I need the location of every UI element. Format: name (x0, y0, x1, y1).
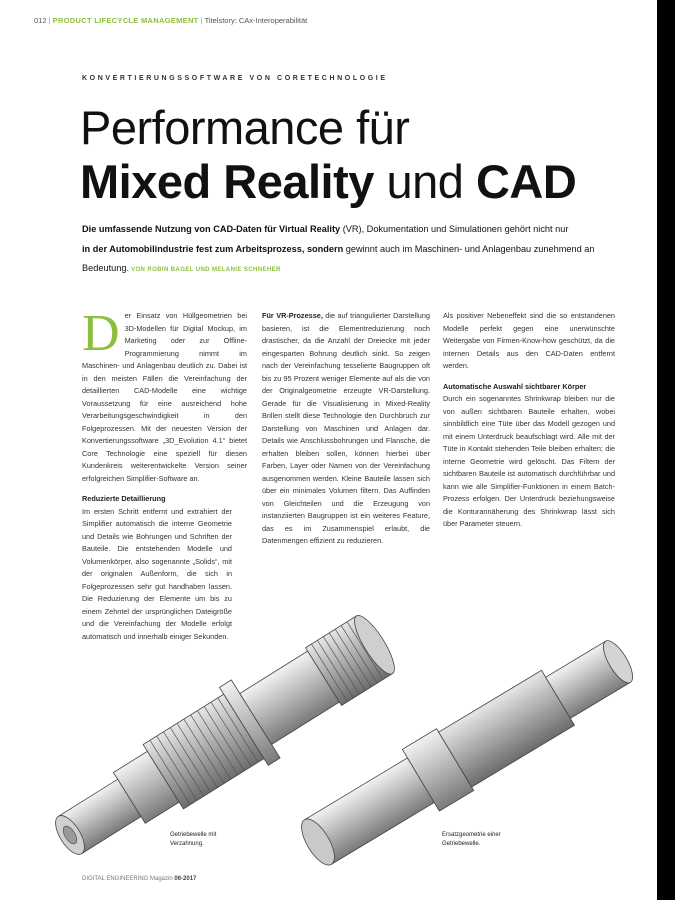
col2-text: die auf triangulierter Darstellung basieren, ist die Elementreduzierung noch drastischer, da die Anzahl der Dreiecke mit jeder eingesparten Bohrung deutlich sinkt. So zeigen nach der Vereinfachung tesselierte Baugruppen oft bis zu 95 Prozent weniger Elemente auf als die von der Originalgeometrie erzeugte VR-Darstellung. Gerade für die Visualisierung in Mixed-Reality Brillen stellt diese Technologie den Durchbruch zur Darstellung von Maschinen und Anlagen dar. Details wie Anschlussbohrungen und Flansche, die erhalten bleiben sollen, können hierbei über Farben, Layer oder Namen von der Vereinfachung ausgenommen werden. Kleine Bauteile lassen sich über ein minimales Volumen filtern. Das Auffinden von Gleichteilen und die Erzeugung von instanziierten Baugruppen ist ein weiteres Feature, das es im Zusammenspiel erlaubt, die Datenmengen effizient zu reduzieren. (262, 311, 430, 545)
caption-right: Ersatzgeometrie einer Getriebewelle. (442, 832, 501, 847)
header-separator: | (48, 16, 51, 25)
headline-line-1: Performance für (80, 101, 410, 154)
lead-text-1: (VR), Dokumentation und Simulationen gehört nicht nur (340, 224, 569, 234)
magazine-name: DIGITAL ENGINEERING Magazin (82, 876, 173, 882)
topic-name: Titelstory: CAx-Interoperabilität (204, 16, 308, 25)
col3-paragraph-2: Durch ein sogenanntes Shrinkwrap bleiben nur die von außen sichtbaren Bauteile erhalten, wobei sinnbildlich eine Tüte über das Modell gezogen und mit einem Unterdruck beaufschlagt wird. Alle mit der Tüte in Kontakt stehenden Teile bleiben erhalten; die interne Geometrie wird gelöscht. Das Filtern der sichtbaren Bauteile ist automatisch durchführbar und kann wie alle Simplifier-Funktionen in einem Batch-Prozess erfolgen. Der Unterdruck beziehungsweise die Konturannäherung des Shrinkwrap lässt sich über Parameter steuern. (443, 394, 615, 528)
col3-paragraph-1: Als positiver Nebeneffekt sind die so entstandenen Modelle perfekt gegen eine unerwünschte Weitergabe von Firmen-Know-how geschützt, da die internen Details aus den CAD-Daten entfernt werden. (443, 311, 615, 370)
lead-bold-1: Die umfassende Nutzung von CAD-Daten für Virtual Reality (82, 224, 341, 234)
headline-bold-b: CAD (475, 155, 577, 208)
footer (82, 876, 196, 882)
lead-text-2: gewinnt auch im Maschinen- und Anlagenbau zunehmend an Bedeutung. (82, 243, 595, 273)
col3-subheading: Automatische Auswahl sichtbarer Körper (443, 381, 587, 391)
kicker: KONVERTIERUNGSSOFTWARE VON CORETECHNOLOGIE (82, 75, 388, 82)
authors: VON ROBIN BAGEL UND MELANIE SCHNEHER (129, 267, 281, 273)
issue-number: 06-2017 (174, 876, 197, 882)
headline-bold-a: Mixed Reality (80, 155, 374, 208)
col1-paragraph-1: er Einsatz von Hüllgeometrien bei 3D-Modellen für Digital Mockup, im Marketing oder zur Offline-Programmierung nimmt im Maschinen- und Anlagenbau deutlich zu. Dabei ist in den meisten Fällen die Vereinfachung der detaillierten CAD-Modelle eine wichtige Voraussetzung für eine ausreichend hohe Verarbeitungsgeschwindigkeit in den Folgeprozessen. Mit der neuesten Version der Konvertierungssoftware „3D_Evolution 4.1“ bietet Core Technologie eine speziell für diesen Kundenkreis weiterentwickelte Version seiner erfolgreichen Simplifier-Software an. (82, 311, 247, 483)
page-number: 012 (34, 16, 47, 25)
header-separator: | (200, 16, 203, 25)
col1-paragraph-2: Im ersten Schritt entfernt und extrahiert der Simplifier automatisch die interne Geometrie und Details wie Bohrungen und Schriften der Bauteile. Die entstehenden Modelle und Volumenkörper, also sogenannte „Solids“, mit der originalen Außenform, die sich in Folgeprozessen sehr gut handhaben lassen. Die Reduzierung der Elemente um bis zu einem Zehntel der ursprünglichen Dateigröße und die Vereinfachung der Modelle erfolgt automatisch und innerhalb einiger Sekunden. (82, 506, 232, 641)
dropcap: D (82, 305, 120, 362)
lead-bold-2: in der Automobilindustrie fest zum Arbeitsprozess, sondern (82, 243, 344, 254)
col1-subheading: Reduzierte Detaillierung (82, 494, 166, 503)
caption-left: Getriebewelle mit Verzahnung. (170, 832, 217, 847)
section-name: PRODUCT LIFECYCLE MANAGEMENT (52, 16, 199, 25)
col2-lead-in: Für VR-Prozesse, (262, 311, 323, 320)
headline-normal: und (373, 155, 476, 208)
